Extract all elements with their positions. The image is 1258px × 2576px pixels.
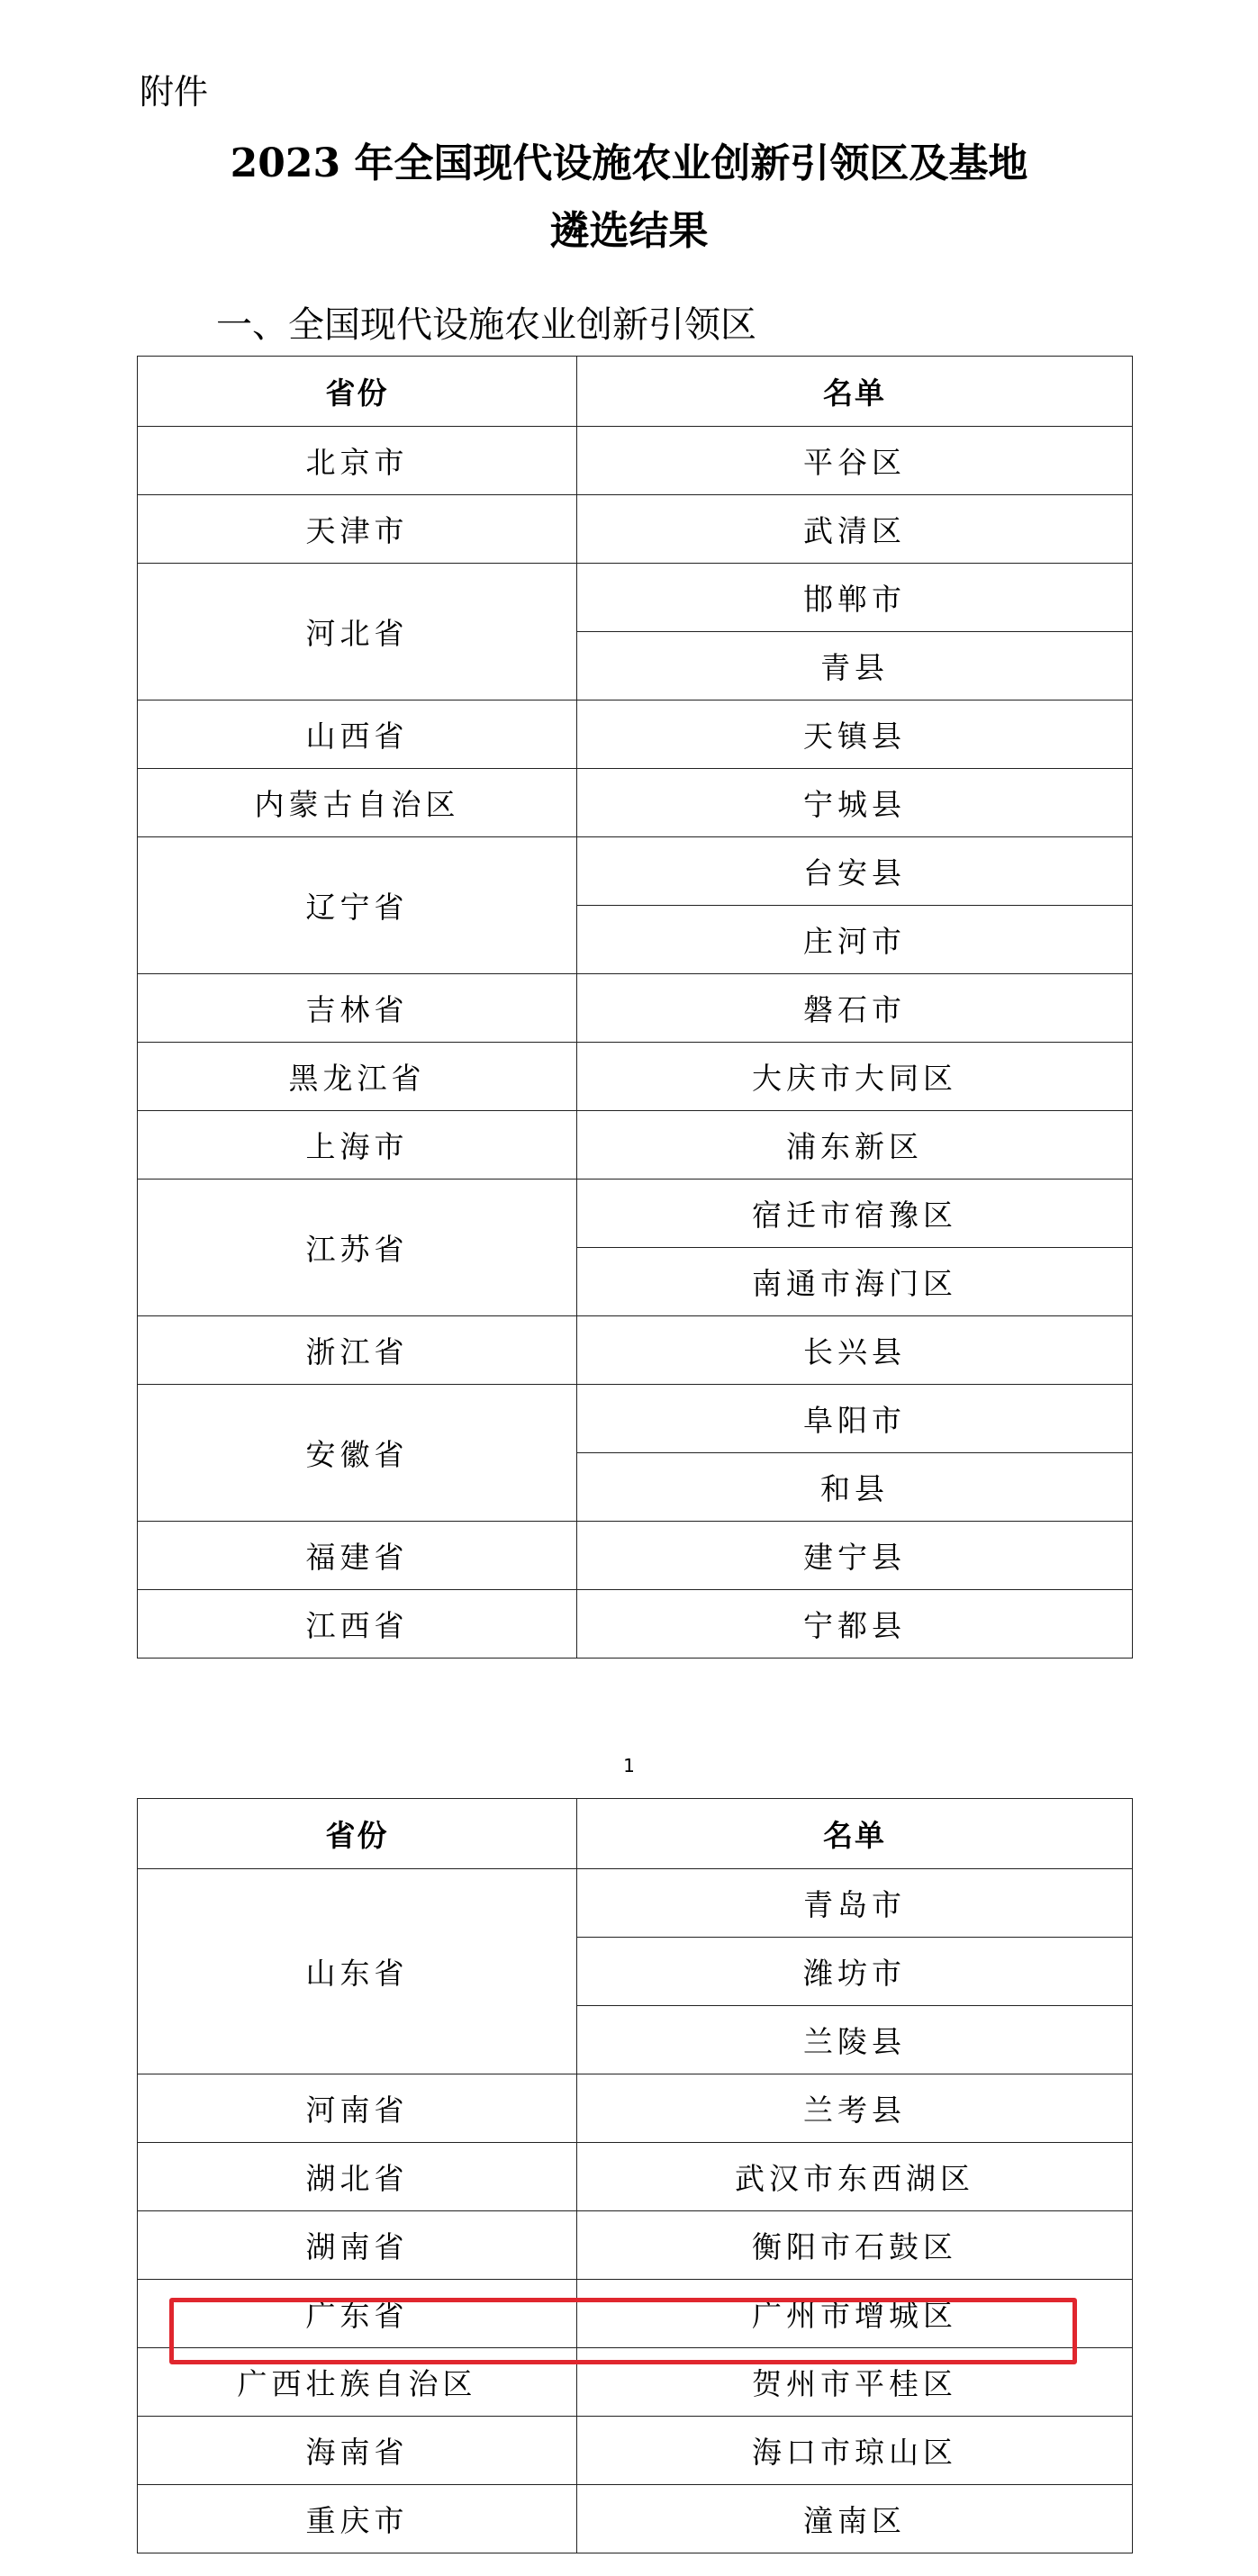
province-cell: 内蒙古自治区 (138, 769, 577, 837)
header-province: 省份 (138, 1799, 577, 1869)
list-cell: 武清区 (577, 495, 1133, 564)
table-row (138, 427, 1133, 495)
table-row (138, 2280, 1133, 2348)
list-cell: 磐石市 (577, 974, 1133, 1043)
list-cell: 青岛市 (577, 1869, 1133, 1938)
province-cell: 河北省 (138, 564, 577, 700)
table-row (138, 2143, 1133, 2211)
table-row (138, 1043, 1133, 1111)
list-cell: 宁城县 (577, 769, 1133, 837)
document-title-line-1: 2023 年全国现代设施农业创新引领区及基地 (230, 140, 1028, 186)
table-row (138, 769, 1133, 837)
province-cell: 北京市 (138, 427, 577, 495)
list-cell: 天镇县 (577, 700, 1133, 769)
province-cell: 天津市 (138, 495, 577, 564)
list-cell: 武汉市东西湖区 (577, 2143, 1133, 2211)
list-cell: 长兴县 (577, 1316, 1133, 1385)
section-heading: 一、全国现代设施农业创新引领区 (216, 304, 756, 346)
province-cell: 广西壮族自治区 (138, 2348, 577, 2417)
list-cell: 兰陵县 (577, 2006, 1133, 2074)
table-row (138, 700, 1133, 769)
table-row (138, 2417, 1133, 2485)
table-header-row (138, 357, 1133, 427)
list-cell: 建宁县 (577, 1522, 1133, 1590)
province-cell: 山西省 (138, 700, 577, 769)
table-row (138, 1316, 1133, 1385)
list-cell: 浦东新区 (577, 1111, 1133, 1180)
header-list: 名单 (577, 357, 1133, 427)
province-cell: 海南省 (138, 2417, 577, 2485)
table-body (138, 427, 1133, 1659)
results-table-page-1 (137, 356, 1133, 1659)
list-cell: 潍坊市 (577, 1938, 1133, 2006)
table-row (138, 1590, 1133, 1659)
list-cell: 兰考县 (577, 2074, 1133, 2143)
list-cell: 邯郸市 (577, 564, 1133, 632)
list-cell: 宁都县 (577, 1590, 1133, 1659)
list-cell: 大庆市大同区 (577, 1043, 1133, 1111)
list-cell: 平谷区 (577, 427, 1133, 495)
table-row (138, 495, 1133, 564)
table-row (138, 2211, 1133, 2280)
results-table-page-2 (137, 1798, 1133, 2553)
table-row (138, 564, 1133, 632)
table-row (138, 2074, 1133, 2143)
province-cell: 湖南省 (138, 2211, 577, 2280)
province-cell: 上海市 (138, 1111, 577, 1180)
table-row (138, 2485, 1133, 2553)
province-cell: 山东省 (138, 1869, 577, 2074)
list-cell: 贺州市平桂区 (577, 2348, 1133, 2417)
list-cell: 潼南区 (577, 2485, 1133, 2553)
province-cell: 安徽省 (138, 1385, 577, 1522)
province-cell: 黑龙江省 (138, 1043, 577, 1111)
table-row (138, 1180, 1133, 1248)
province-cell: 重庆市 (138, 2485, 577, 2553)
province-cell: 福建省 (138, 1522, 577, 1590)
header-list: 名单 (577, 1799, 1133, 1869)
attachment-label: 附件 (140, 72, 209, 112)
list-cell: 阜阳市 (577, 1385, 1133, 1453)
table-row (138, 2348, 1133, 2417)
list-cell: 海口市琼山区 (577, 2417, 1133, 2485)
province-cell: 吉林省 (138, 974, 577, 1043)
list-cell: 青县 (577, 632, 1133, 700)
list-cell: 衡阳市石鼓区 (577, 2211, 1133, 2280)
list-cell: 台安县 (577, 837, 1133, 906)
province-cell: 辽宁省 (138, 837, 577, 974)
header-province: 省份 (138, 357, 577, 427)
table-row (138, 1111, 1133, 1180)
province-cell: 江苏省 (138, 1180, 577, 1316)
table-row (138, 1522, 1133, 1590)
table-row (138, 837, 1133, 906)
province-cell: 江西省 (138, 1590, 577, 1659)
table-body (138, 1869, 1133, 2553)
province-cell: 湖北省 (138, 2143, 577, 2211)
province-cell: 广东省 (138, 2280, 577, 2348)
province-cell: 浙江省 (138, 1316, 577, 1385)
table-row (138, 1385, 1133, 1453)
list-cell: 和县 (577, 1453, 1133, 1522)
province-cell: 河南省 (138, 2074, 577, 2143)
list-cell: 南通市海门区 (577, 1248, 1133, 1316)
list-cell: 广州市增城区 (577, 2280, 1133, 2348)
list-cell: 宿迁市宿豫区 (577, 1180, 1133, 1248)
table-row (138, 974, 1133, 1043)
table-row (138, 1869, 1133, 1938)
page-number: 1 (623, 1755, 635, 1776)
table-header-row (138, 1799, 1133, 1869)
document-title-line-2: 遴选结果 (549, 208, 709, 254)
list-cell: 庄河市 (577, 906, 1133, 974)
